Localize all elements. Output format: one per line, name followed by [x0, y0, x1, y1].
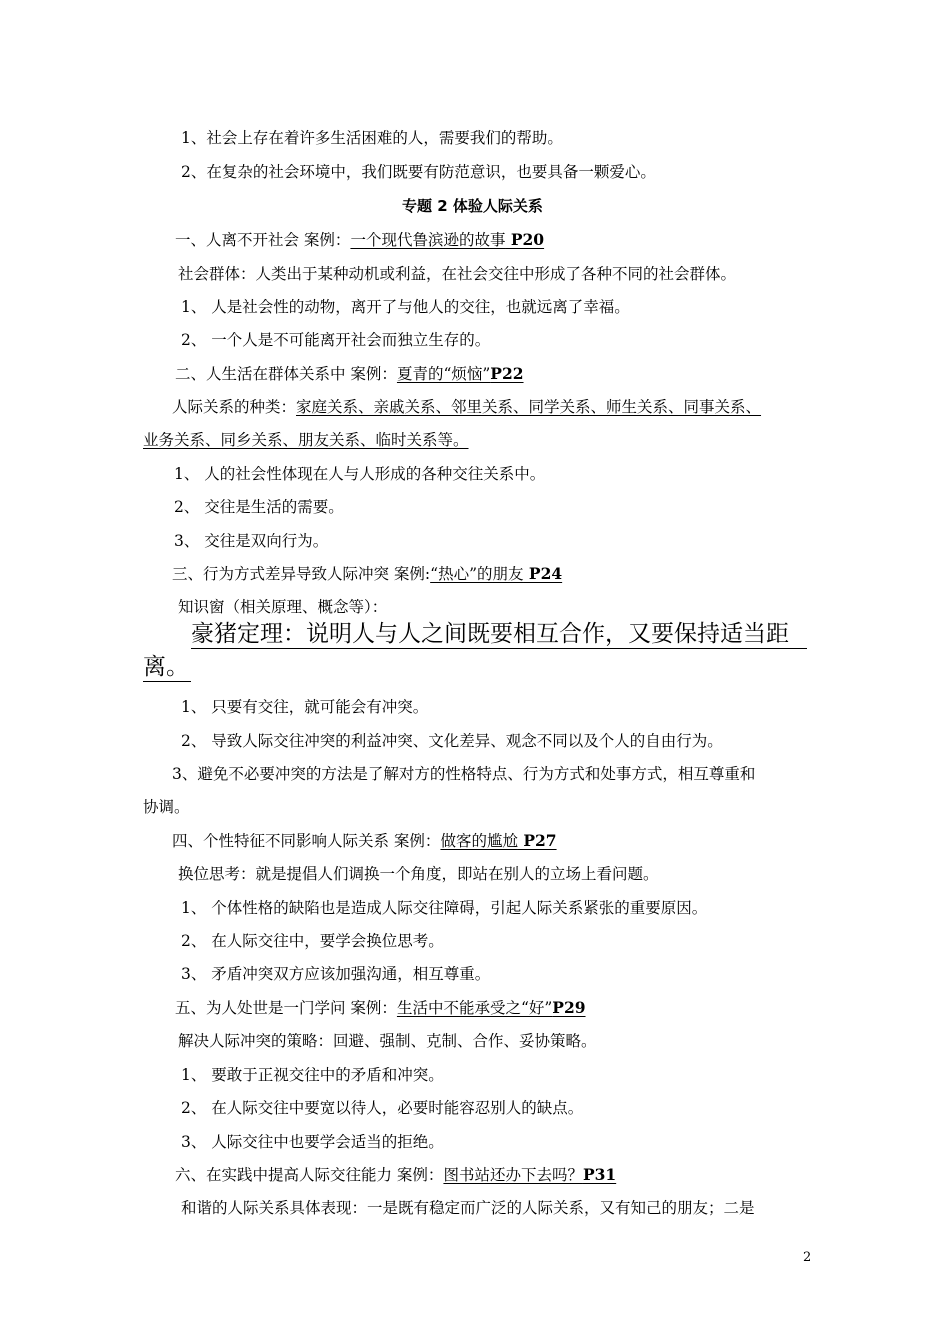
section-1-point-2: 2、 一个人是不可能离开社会而独立生存的。: [181, 331, 491, 349]
section-2-point-3: 3、 交往是双向行为。: [174, 532, 329, 550]
section-5-point-2: 2、 在人际交往中要宽以待人，必要时能容忍别人的缺点。: [181, 1099, 584, 1117]
section-2-case-title: 夏青的“烦恼”: [396, 365, 491, 383]
section-3-point-3-line-2: 协调。: [143, 798, 190, 816]
section-2-point-1: 1、 人的社会性体现在人与人形成的各种交往关系中。: [174, 465, 546, 483]
knowledge-window-label: 知识窗（相关原理、概念等）：: [178, 598, 388, 616]
section-4-point-2: 2、 在人际交往中，要学会换位思考。: [181, 932, 444, 950]
section-title: 专题 2 体验人际关系: [402, 197, 543, 215]
section-4-case-title: 做客的尴尬: [440, 832, 518, 850]
porcupine-theorem-underline-2: [143, 681, 191, 682]
section-2-kinds-label: 人际关系的种类：: [172, 398, 297, 416]
section-5-point-3: 3、 人际交往中也要学会适当的拒绝。: [181, 1133, 444, 1151]
intro-point-2: 2、在复杂的社会环境中，我们既要有防范意识，也要具备一颗爱心。: [181, 163, 656, 181]
section-2-heading: [175, 364, 524, 384]
section-5-case-title: 生活中不能承受之“好”: [396, 999, 553, 1017]
section-5-point-1: 1、 要敢于正视交往中的矛盾和冲突。: [181, 1066, 444, 1084]
section-3-label: 三、行为方式差异导致人际冲突 案例:: [172, 565, 431, 583]
section-4-label: 四、个性特征不同影响人际关系 案例：: [172, 832, 441, 850]
section-2-label: 二、人生活在群体关系中 案例：: [175, 365, 397, 383]
section-2-kinds-line-2: 业务关系、同乡关系、朋友关系、临时关系等。: [143, 431, 469, 449]
section-3-case-page: P24: [523, 564, 563, 583]
section-1-point-1: 1、 人是社会性的动物，离开了与他人的交往，也就远离了幸福。: [181, 298, 630, 316]
section-1-label: 一、人离不开社会 案例：: [175, 231, 351, 249]
section-5-case-page: P29: [552, 998, 586, 1017]
section-4-definition: 换位思考：就是提倡人们调换一个角度，即站在别人的立场上看问题。: [178, 865, 659, 883]
section-4-point-3: 3、 矛盾冲突双方应该加强沟通，相互尊重。: [181, 965, 491, 983]
intro-point-1: 1、社会上存在着许多生活困难的人，需要我们的帮助。: [181, 129, 563, 147]
section-6-case-page: P31: [582, 1165, 617, 1184]
porcupine-theorem-line-2: 离。: [143, 654, 189, 680]
section-6-label: 六、在实践中提高人际交往能力 案例：: [175, 1166, 444, 1184]
section-1-case-page: P20: [505, 230, 545, 249]
section-4-point-1: 1、 个体性格的缺陷也是造成人际交往障碍，引起人际关系紧张的重要原因。: [181, 899, 708, 917]
section-3-point-1: 1、 只要有交往，就可能会有冲突。: [181, 698, 429, 716]
section-1-definition: 社会群体：人类出于某种动机或利益，在社会交往中形成了各种不同的社会群体。: [178, 265, 737, 283]
porcupine-theorem-line-1: 豪猪定理：说明人与人之间既要相互合作，又要保持适当距: [191, 621, 789, 647]
section-4-heading: [172, 831, 557, 851]
section-6-case-title: 图书站还办下去吗？: [443, 1166, 583, 1184]
page-number: 2: [803, 1250, 812, 1265]
section-6-heading: [175, 1165, 616, 1185]
section-2-point-2: 2、 交往是生活的需要。: [174, 498, 344, 516]
porcupine-theorem-underline-1: [191, 648, 807, 649]
section-3-heading: [172, 564, 562, 584]
section-1-heading: [175, 230, 544, 250]
section-2-kinds-line-1: [172, 397, 761, 417]
section-6-definition: 和谐的人际关系具体表现：一是既有稳定而广泛的人际关系，又有知己的朋友；二是: [181, 1199, 755, 1217]
section-1-case-title: 一个现代鲁滨逊的故事: [350, 231, 506, 249]
section-3-point-3-line-1: 3、避免不必要冲突的方法是了解对方的性格特点、行为方式和处事方式，相互尊重和: [172, 765, 756, 783]
section-3-point-2: 2、 导致人际交往冲突的利益冲突、文化差异、观念不同以及个人的自由行为。: [181, 732, 723, 750]
section-5-heading: [175, 998, 586, 1018]
section-5-label: 五、为人处世是一门学问 案例：: [175, 999, 397, 1017]
section-2-case-page: P22: [490, 364, 524, 383]
section-2-kinds-list-a: 家庭关系、亲戚关系、邻里关系、同学关系、师生关系、同事关系、: [296, 398, 762, 416]
section-4-case-page: P27: [517, 831, 557, 850]
section-3-case-title: “热心”的朋友: [430, 565, 524, 583]
section-5-definition: 解决人际冲突的策略：回避、强制、克制、合作、妥协策略。: [178, 1032, 597, 1050]
